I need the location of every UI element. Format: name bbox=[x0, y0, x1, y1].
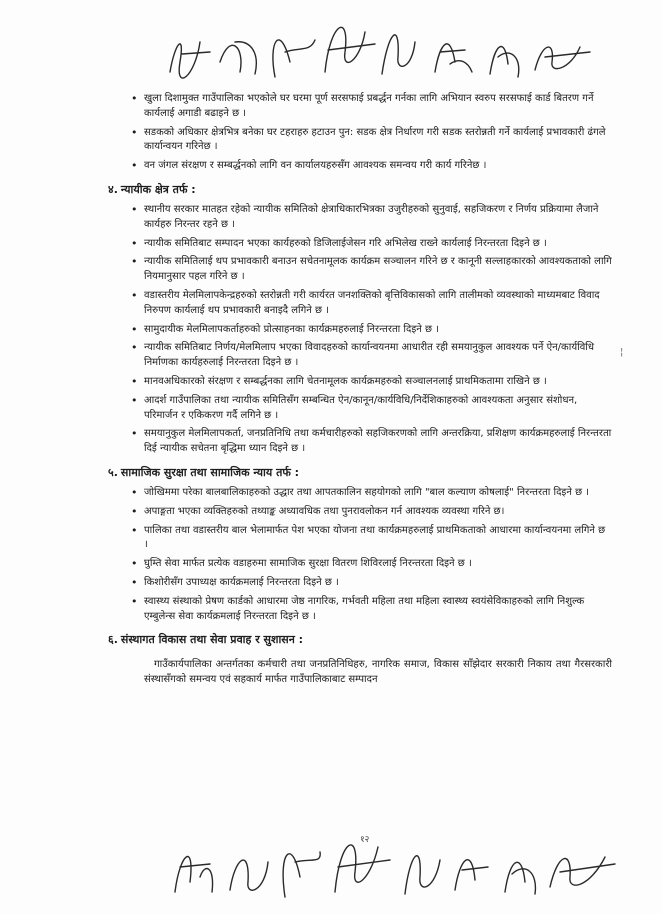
list-item bbox=[120, 505, 612, 520]
list-item-text: वन जंगल संरक्षण र सम्बर्द्धनको लागि वन कार्यालयहरुसँग आवश्यक समन्वय गरी कार्य गरिनेछ । bbox=[144, 160, 487, 172]
bullet-icon: • bbox=[131, 427, 138, 441]
intro-bullet-list bbox=[120, 92, 612, 174]
bullet-icon: • bbox=[131, 341, 138, 355]
list-item bbox=[120, 255, 612, 285]
bullet-icon: • bbox=[131, 557, 138, 571]
list-item bbox=[120, 289, 612, 319]
bullet-icon: • bbox=[131, 92, 138, 105]
list-item-text: स्वास्थ्य संस्थाको प्रेषण कार्डको आधारमा जेष्ठ नागरिक, गर्भवती महिला तथा महिला स्वास्थ्य स्वयंसेविकाहरुको लागि निशुल्क एम्बुलेन्स सेवा कार्यक्रमलाई निरन्तरता दिइने छ । bbox=[144, 595, 585, 622]
list-item-text: मानवअधिकारको संरक्षण र सम्बर्द्धनका लागि चेतनामूलक कार्यक्रमहरुको सञ्चालनलाई प्राथमिकतामा राखिने छ । bbox=[144, 375, 547, 387]
judicial-bullet-list bbox=[120, 203, 612, 457]
bullet-icon: • bbox=[131, 236, 138, 250]
margin-mark: ¦ bbox=[620, 347, 624, 358]
bullet-icon: • bbox=[131, 288, 138, 302]
list-item bbox=[120, 427, 612, 457]
list-item-text: आदर्श गाउँपालिका तथा न्यायीक समितिसँग सम्बन्धित ऐन/कानून/कार्यविधि/निर्देशिकाहरुको आवश्यकता अनुसार संशोधन, परिमार्जन र एकिकरण गर्दै लगिने छ । bbox=[144, 394, 578, 421]
bullet-icon: • bbox=[131, 125, 138, 139]
bullet-icon: • bbox=[131, 255, 138, 269]
list-item bbox=[120, 557, 612, 572]
signatures-top bbox=[150, 2, 620, 88]
section-title: न्यायीक क्षेत्र तर्फ : bbox=[120, 182, 196, 196]
list-item bbox=[120, 341, 612, 371]
bullet-icon: • bbox=[131, 202, 138, 216]
list-item-text: न्यायीक समितिलाई थप प्रभावकारी बनाउन सचेतनामूलक कार्यक्रम सञ्चालन गरिने छ र कानूनी सल्लाहकारको आवश्यकताको लागि नियमानुसार पहल गरिने छ । bbox=[144, 256, 612, 283]
list-item bbox=[120, 375, 612, 390]
list-item-text: किशोरीसँग उपाध्यक्ष कार्यक्रमलाई निरन्तरता दिइने छ । bbox=[144, 576, 339, 588]
list-item-text: पालिका तथा वडास्तरीय बाल भेलामार्फत पेश भएका योजना तथा कार्यक्रमहरुलाई प्राथमिकताको आधारमा कार्यान्वयनमा लगिने छ । bbox=[144, 524, 606, 551]
bullet-icon: • bbox=[131, 575, 138, 589]
section-title: सामाजिक सुरक्षा तथा सामाजिक न्याय तर्फ : bbox=[120, 465, 300, 479]
social-security-bullet-list bbox=[120, 486, 612, 624]
bullet-icon: • bbox=[131, 322, 138, 336]
bullet-icon: • bbox=[131, 504, 138, 518]
list-item bbox=[120, 486, 612, 501]
list-item bbox=[120, 595, 612, 625]
section-number: ४. bbox=[108, 182, 118, 196]
list-item-text: घुम्ति सेवा मार्फत प्रत्येक वडाहरुमा सामाजिक सुरक्षा वितरण शिविरलाई निरन्तरता दिइने छ । bbox=[144, 558, 472, 570]
list-item-text: न्यायीक समितिबाट निर्णय/मेलमिलाप भएका विवादहरुको कार्यान्वयनमा आधारीत रही समयानुकुल आवश्यक पर्ने ऐन/कार्यविधि निर्माणका कार्यहरुलाई निरन्तरता दिइने छ । bbox=[144, 342, 595, 369]
list-item bbox=[120, 92, 612, 122]
list-item-text: जोखिममा परेका बालबालिकाहरुको उद्धार तथा आपतकालिन सहयोगको लागि "बाल कल्याण कोषलाई" निरन्तरता दिइने छ । bbox=[144, 486, 590, 498]
list-item bbox=[120, 576, 612, 591]
list-item-text: सडकको अधिकार क्षेत्रभित्र बनेका घर टहराहरु हटाउन पुन: सडक क्षेत्र निर्धारण गरी सडक स्तरोन्नती गर्ने कार्यलाई प्रभावकारी ढंगले कार्यान्वयन गरिनेछ । bbox=[144, 126, 606, 153]
list-item bbox=[120, 126, 612, 156]
list-item bbox=[120, 524, 612, 554]
bullet-icon: • bbox=[131, 523, 138, 537]
bullet-icon: • bbox=[131, 485, 138, 499]
section-heading-social-security bbox=[108, 465, 612, 480]
section-heading-institutional bbox=[108, 632, 612, 647]
list-item bbox=[120, 394, 612, 424]
section-heading-judicial bbox=[108, 182, 612, 197]
list-item-text: खुला दिशामुक्त गाउँपालिका भएकोले घर घरमा पूर्ण सरसफाई प्रबर्द्धन गर्नका लागि अभियान स्वरुप सरसफाई कार्ड बितरण गर्ने कार्यलाई अगाडी बढाइने छ । bbox=[144, 93, 594, 119]
bullet-icon: • bbox=[131, 374, 138, 388]
bullet-icon: • bbox=[131, 594, 138, 608]
list-item bbox=[120, 203, 612, 233]
signatures-bottom bbox=[150, 812, 620, 910]
list-item bbox=[120, 237, 612, 252]
list-item-text: स्थानीय सरकार मातहत रहेको न्यायीक समितिको क्षेत्राधिकारभित्रका उजुरीहरुको सुनुवाई, सहजिकरण र निर्णय प्रक्रियामा लैजाने कार्यहरु निरन्तर रहने छ । bbox=[144, 203, 599, 230]
list-item bbox=[120, 159, 612, 174]
bullet-icon: • bbox=[131, 393, 138, 407]
list-item-text: अपाङ्गता भएका व्यक्तिहरुको तथ्याङ्क अध्यावधिक तथा पुनरावलोकन गर्न आवश्यक व्यवस्था गरिने छ। bbox=[144, 505, 505, 517]
section-number: ५. bbox=[108, 465, 118, 479]
list-item-text: वडास्तरीय मेलमिलापकेन्द्रहरुको स्तरोन्नती गरी कार्यरत जनशक्तिको बृत्तिविकासको लागि तालीमको व्यवस्थाको माध्यमबाट विवाद निरुपण कार्यलाई थप प्रभावकारी बनाइदै लगिने छ । bbox=[144, 289, 600, 316]
list-item bbox=[120, 323, 612, 338]
list-item-text: न्यायीक समितिबाट सम्पादन भएका कार्यहरुको डिजिलाईजेसन गरि अभिलेख राख्ने कार्यलाई निरन्तरता दिइने छ । bbox=[144, 237, 547, 249]
list-item-text: सामुदायीक मेलमिलापकर्ताहरुको प्रोत्साहनका कार्यक्रमहरुलाई निरन्तरता दिइने छ । bbox=[144, 323, 439, 335]
list-item-text: समयानुकुल मेलमिलापकर्ता, जनप्रतिनिधि तथा कर्मचारीहरुको सहजिकरणको लागि अन्तरक्रिया, प्रशिक्षण कार्यक्रमहरुलाई निरन्तरता दिई न्यायीक सचेतना बृद्धिमा ध्यान दिइने छ । bbox=[144, 428, 612, 455]
page-number: १२ bbox=[360, 835, 370, 845]
bullet-icon: • bbox=[131, 159, 138, 173]
section-number: ६. bbox=[108, 633, 118, 647]
section-paragraph: गाउँकार्यपालिका अन्तर्गतका कर्मचारी तथा जनप्रतिनिधिहरु, नागरिक समाज, विकास साँझेदार सरकारी निकाय तथा गैरसरकारी संस्थासँगको समन्वय एवं सहकार्य मार्फत गाउँपालिकाबाट सम्पादन bbox=[144, 659, 612, 686]
document-body bbox=[108, 92, 612, 697]
section-title: संस्थागत विकास तथा सेवा प्रवाह र सुशासन : bbox=[120, 633, 304, 647]
